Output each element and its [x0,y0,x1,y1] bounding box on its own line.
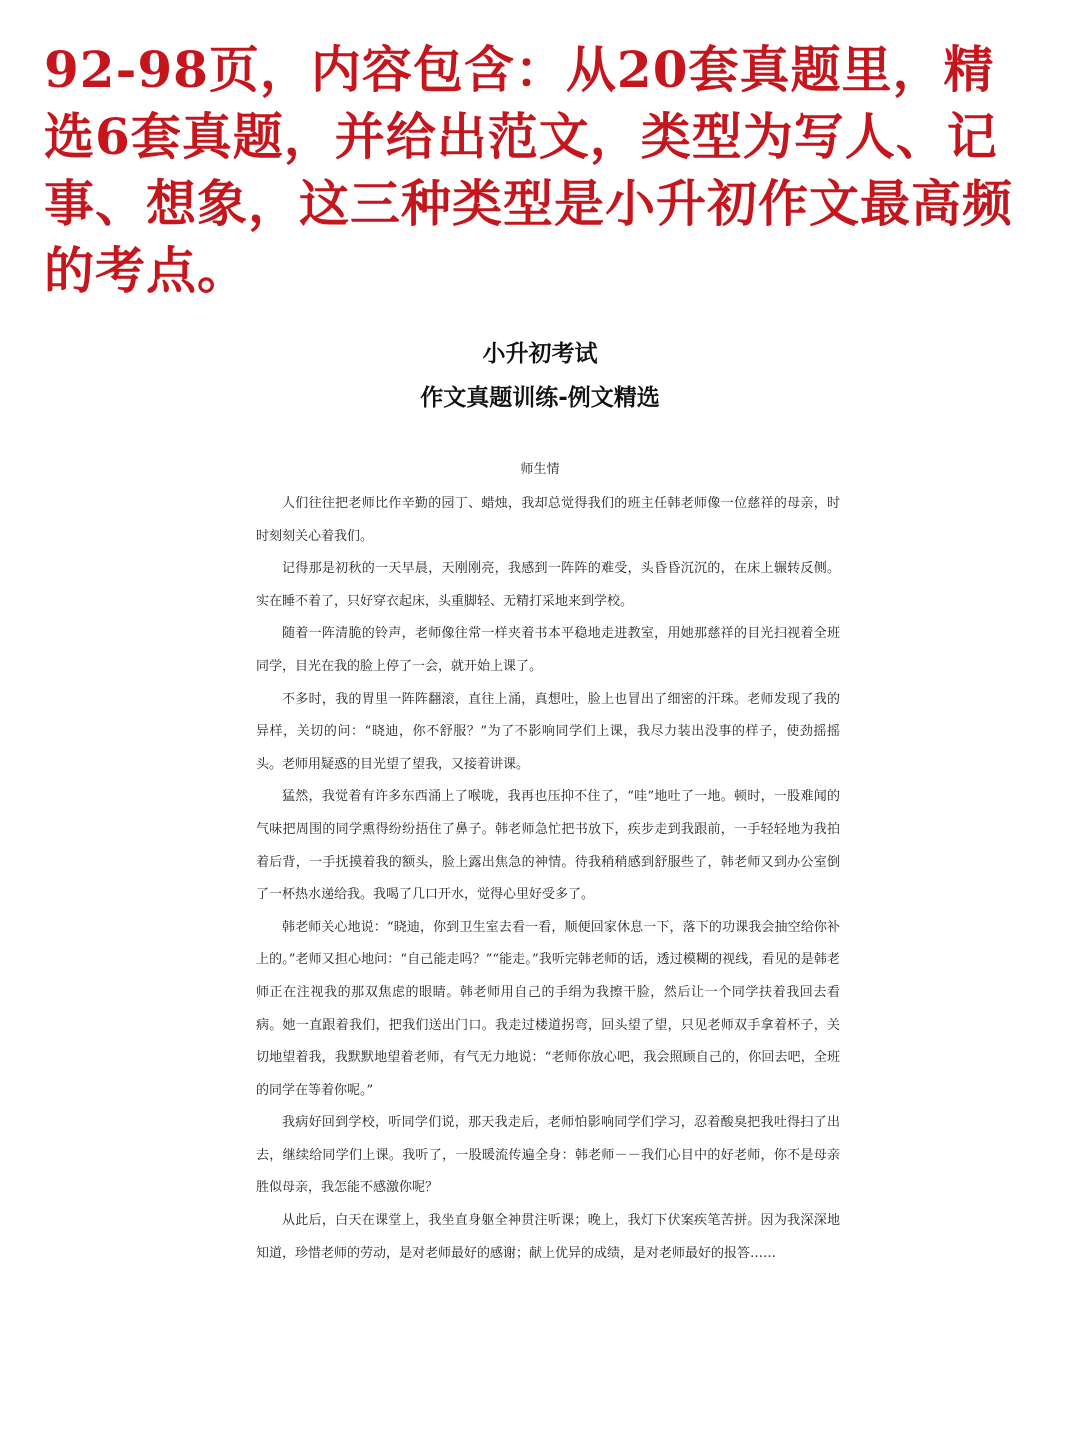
essay-paragraph: 记得那是初秋的一天早晨，天刚刚亮，我感到一阵阵的难受，头昏昏沉沉的，在床上辗转反侧。实在睡不着了，只好穿衣起床，头重脚轻、无精打采地来到学校。 [256,561,840,609]
essay-paragraph: 人们往往把老师比作辛勤的园丁、蜡烛，我却总觉得我们的班主任韩老师像一位慈祥的母亲，时时刻刻关心着我们。 [256,496,840,544]
essay-body [256,488,840,1270]
promo-banner-text: 92-98页，内容包含：从20套真题里，精选6套真题，并给出范文，类型为写人、记事、想象，这三种类型是小升初作文最高频的考点。 [44,40,1013,300]
essay-paragraph: 我病好回到学校，听同学们说，那天我走后，老师怕影响同学们学习，忍着酸臭把我吐得扫了出去，继续给同学们上课。我听了，一股暖流传遍全身：韩老师－－我们心目中的好老师，你不是母亲胜似母亲，我怎能不感激你呢？ [256,1115,840,1196]
essay-paragraph: 随着一阵清脆的铃声，老师像往常一样夹着书本平稳地走进教室，用她那慈祥的目光扫视着全班同学，目光在我的脸上停了一会，就开始上课了。 [256,626,840,674]
essay-title: 师生情 [520,462,560,477]
essay-paragraph: 不多时，我的胃里一阵阵翻滚，直往上涌，真想吐，脸上也冒出了细密的汗珠。老师发现了我的异样，关切的问：“晓迪，你不舒服？”为了不影响同学们上课，我尽力装出没事的样子，使劲摇摇头。老师用疑惑的目光望了望我，又接着讲课。 [256,691,840,772]
document-subtitle: 作文真题训练-例文精选 [420,385,660,411]
essay-paragraph: 从此后，白天在课堂上，我坐直身躯全神贯注听课；晚上，我灯下伏案疾笔苦拼。因为我深深地知道，珍惜老师的劳动，是对老师最好的感谢；献上优异的成绩，是对老师最好的报答…… [256,1213,840,1261]
essay-paragraph: 韩老师关心地说：“晓迪，你到卫生室去看一看，顺便回家休息一下，落下的功课我会抽空给你补上的。”老师又担心地问：“自己能走吗？”“能走。”我听完韩老师的话，透过模糊的视线，看见的是韩老师正在注视我的那双焦虑的眼睛。韩老师用自己的手绢为我擦干脸，然后让一个同学扶着我回去看病。她一直跟着我们，把我们送出门口。我走过楼道拐弯，回头望了望，只见老师双手拿着杯子，关切地望着我，我默默地望着老师，有气无力地说：“老师你放心吧，我会照顾自己的，你回去吧，全班的同学在等着你呢。” [256,919,840,1098]
essay-paragraph: 猛然，我觉着有许多东西涌上了喉咙，我再也压抑不住了，“哇”地吐了一地。顿时，一股难闻的气味把周围的同学熏得纷纷捂住了鼻子。韩老师急忙把书放下，疾步走到我跟前，一手轻轻地为我拍着后背，一手抚摸着我的额头，脸上露出焦急的神情。待我稍稍感到舒服些了，韩老师又到办公室倒了一杯热水递给我。我喝了几口开水，觉得心里好受多了。 [256,789,840,903]
document-title: 小升初考试 [482,341,598,367]
document-page [0,330,1080,1270]
